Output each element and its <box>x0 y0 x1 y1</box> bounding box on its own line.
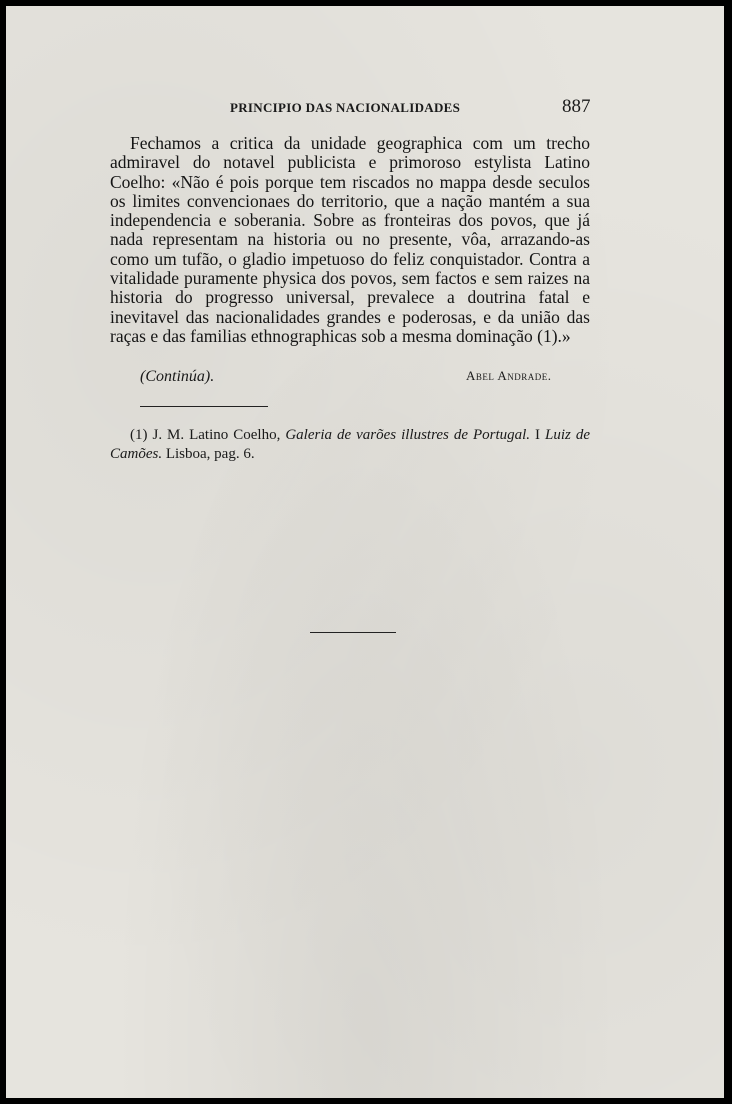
footnote <box>110 426 590 464</box>
footnote-marker: (1) <box>130 427 148 443</box>
footnote-title: Galeria de varões illustres de Portugal. <box>285 427 531 443</box>
footnote-volume: I <box>535 427 541 443</box>
footnote-imprint: Lisboa, pag. 6. <box>165 446 255 462</box>
continua-note: (Continúa). <box>140 368 215 385</box>
author-signature: Abel Andrade. <box>466 368 552 383</box>
body-paragraph: Fechamos a critica da unidade geographica com um trecho admiravel do notavel publicista e primoroso estylista Latino Coelho: «Não é pois porque tem riscados no mappa desde seculos os limites convencionaes do territorio, que a nação mantém a sua independencia e soberania. Sobre as fronteiras dos povos, que já nada representam na historia ou no presente, vôa, arrazando-as como um tufão, o gladio impetuoso do feliz conquistador. Contra a vitalidade puramente physica dos povos, sem factos e sem raizes na historia do progresso universal, prevalece a doutrina fatal e inevitavel das nacionalidades grandes e poderosas, e da união das raças e das familias ethnographicas sob a mesma dominação (1).» <box>110 133 590 346</box>
footnote-rule <box>140 406 268 407</box>
footnote-author: J. M. Latino Coelho, <box>152 427 281 443</box>
running-title: PRINCIPIO DAS NACIONALIDADES <box>230 100 461 115</box>
footnote-subject: Luiz de Camões. <box>110 427 591 462</box>
document-page <box>6 6 724 1098</box>
end-rule <box>310 632 396 633</box>
body-text <box>110 134 590 346</box>
page-header <box>6 96 724 120</box>
page-number: 887 <box>562 96 591 117</box>
